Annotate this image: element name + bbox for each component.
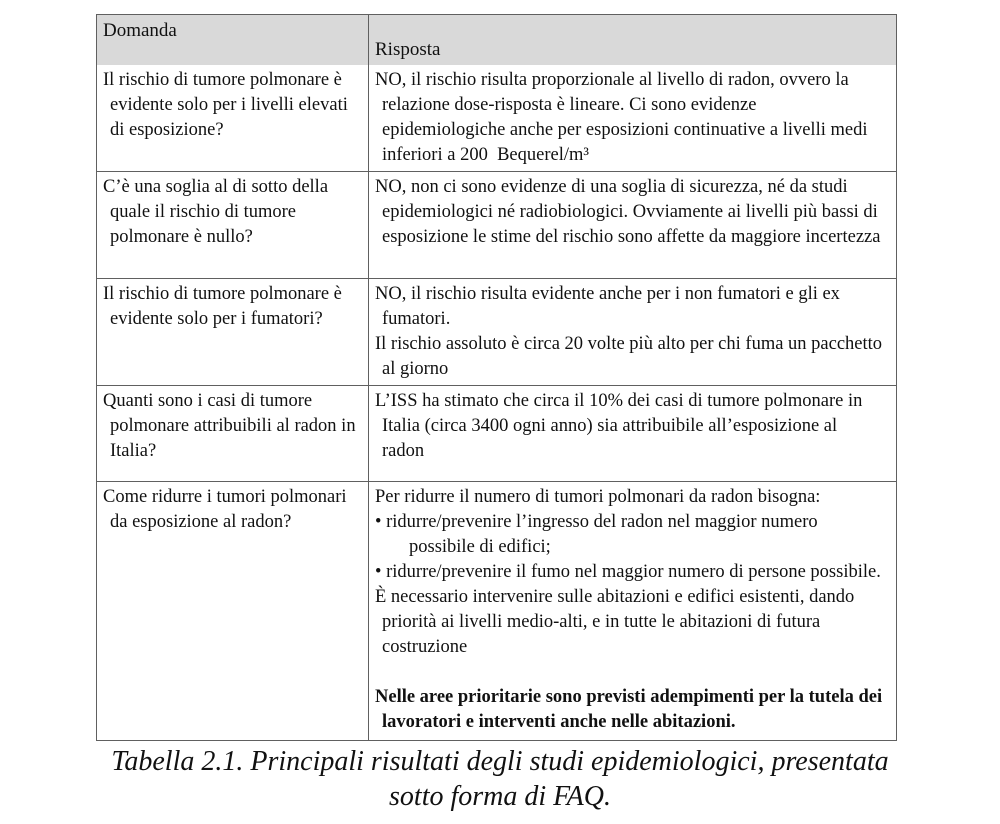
answer-line: epidemiologiche anche per esposizioni continuative a livelli medi	[382, 120, 868, 140]
question-line: Come ridurre i tumori polmonari	[103, 487, 347, 507]
question-cell	[97, 279, 369, 385]
answer-cell	[369, 482, 896, 740]
question-line: C’è una soglia al di sotto della	[103, 177, 329, 197]
faq-table	[96, 14, 897, 741]
answer-cell	[369, 386, 896, 481]
answer-cell	[369, 279, 896, 385]
question-cell	[97, 172, 369, 278]
caption-line: Tabella 2.1. Principali risultati degli studi epidemiologici, presentata	[111, 746, 889, 777]
question-cell	[97, 386, 369, 481]
question-line: evidente solo per i fumatori?	[110, 309, 323, 329]
question-line: di esposizione?	[110, 120, 224, 140]
answer-line: relazione dose-risposta è lineare. Ci sono evidenze	[382, 95, 757, 115]
question-line: da esposizione al radon?	[110, 512, 292, 532]
answer-line: NO, non ci sono evidenze di una soglia di sicurezza, né da studi	[375, 177, 848, 197]
answer-cell	[369, 65, 896, 171]
answer-line: priorità ai livelli medio-alti, e in tutte le abitazioni di futura	[382, 612, 821, 632]
question-line: Quanti sono i casi di tumore	[103, 391, 313, 411]
header-cell-risposta	[369, 15, 896, 65]
table-row-5	[97, 481, 896, 740]
table-header-row	[97, 15, 896, 65]
table-row-1	[97, 65, 896, 171]
answer-line: Nelle aree prioritarie sono previsti adempimenti per la tutela dei	[375, 687, 883, 707]
question-cell	[97, 65, 369, 171]
answer-line: radon	[382, 441, 425, 461]
answer-line: possibile di edifici;	[409, 537, 551, 557]
answer-cell	[369, 172, 896, 278]
header-label-risposta: Risposta	[375, 39, 441, 60]
header-label-domanda: Domanda	[103, 20, 177, 41]
answer-line: Italia (circa 3400 ogni anno) sia attribuibile all’esposizione al	[382, 416, 838, 436]
answer-line: L’ISS ha stimato che circa il 10% dei casi di tumore polmonare in	[375, 391, 863, 411]
answer-line: Per ridurre il numero di tumori polmonari da radon bisogna:	[375, 487, 821, 507]
answer-line: NO, il rischio risulta evidente anche per i non fumatori e gli ex	[375, 284, 840, 304]
table-row-3	[97, 278, 896, 385]
answer-line: epidemiologici né radiobiologici. Ovviamente ai livelli più bassi di	[382, 202, 878, 222]
answer-line: NO, il rischio risulta proporzionale al livello di radon, ovvero la	[375, 70, 849, 90]
question-cell	[97, 482, 369, 740]
answer-line: esposizione le stime del rischio sono affette da maggiore incertezza	[382, 227, 881, 247]
answer-line: Il rischio assoluto è circa 20 volte più alto per chi fuma un pacchetto	[375, 334, 883, 354]
question-line: polmonare è nullo?	[110, 227, 253, 247]
answer-line: costruzione	[382, 637, 468, 657]
header-cell-domanda	[97, 15, 369, 65]
answer-line: È necessario intervenire sulle abitazioni e edifici esistenti, dando	[375, 587, 855, 607]
answer-line: al giorno	[382, 359, 449, 379]
question-line: quale il rischio di tumore	[110, 202, 296, 222]
question-line: Il rischio di tumore polmonare è	[103, 284, 342, 304]
caption-line: sotto forma di FAQ.	[389, 781, 611, 812]
answer-line: • ridurre/prevenire il fumo nel maggior numero di persone possibile.	[375, 562, 881, 582]
answer-line	[375, 660, 892, 685]
question-line: Il rischio di tumore polmonare è	[103, 70, 342, 90]
table-row-4	[97, 385, 896, 481]
table-caption	[0, 744, 1000, 814]
question-line: Italia?	[110, 441, 157, 461]
answer-line: lavoratori e interventi anche nelle abitazioni.	[382, 712, 736, 732]
answer-line: fumatori.	[382, 309, 451, 329]
table-row-2	[97, 171, 896, 278]
table-body	[97, 65, 896, 740]
question-line: polmonare attribuibili al radon in	[110, 416, 356, 436]
answer-line: • ridurre/prevenire l’ingresso del radon nel maggior numero	[375, 512, 818, 532]
answer-line: inferiori a 200 Bequerel/m³	[382, 145, 589, 165]
question-line: evidente solo per i livelli elevati	[110, 95, 348, 115]
